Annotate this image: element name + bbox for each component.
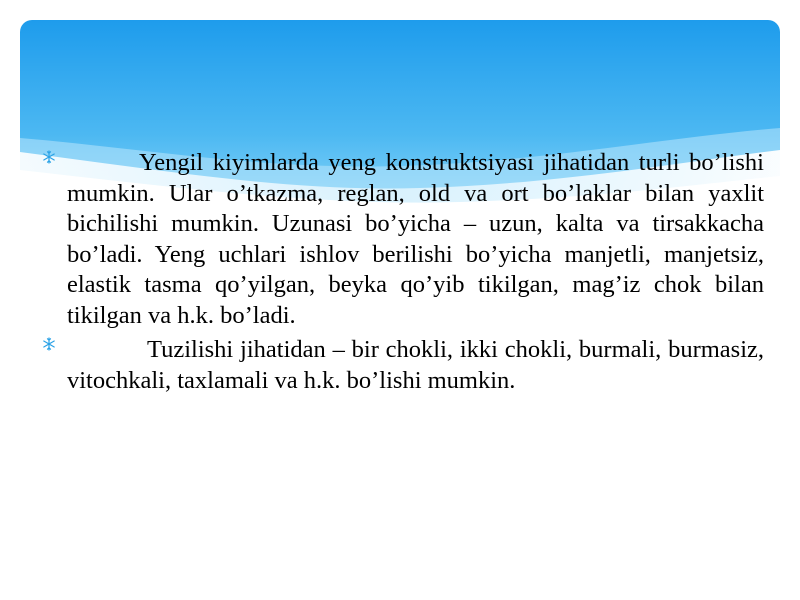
paragraph-text: Yengil kiyimlarda yeng konstruktsiyasi jihatidan turli bo’lishi mumkin. Ular o’tkazma, reglan, old va ort bo’laklar bilan yaxlit bichilishi mumkin. Uzunasi bo’yicha – uzun, kalta va tirsakkacha bo’ladi. Yeng uchlari ishlov berilishi bo’yicha manjetli, manjetsiz, elastik tasma qo’yilgan, beyka qo’yib tikilgan, mag’iz chok bilan tikilgan va h.k. bo’ladi. [67,149,764,329]
slide-body [42,148,764,400]
snowflake-asterisk-icon [42,337,56,351]
paragraph-text: Tuzilishi jihatidan – bir chokli, ikki chokli, burmali, burmasiz, vitochkali, taxlamali va h.k. bo’lishi mumkin. [67,336,764,394]
paragraph-structure [42,335,764,396]
snowflake-asterisk-icon [42,150,56,164]
paragraph-sleeve-construction [42,148,764,331]
